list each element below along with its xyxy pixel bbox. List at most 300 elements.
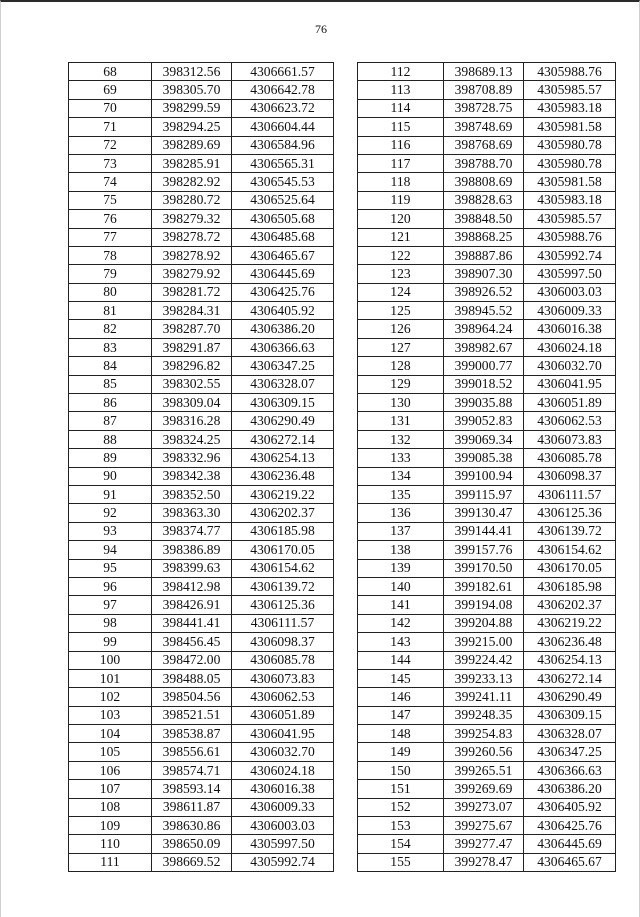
y-coordinate-cell: 4306098.37 — [524, 467, 616, 485]
point-number-cell: 141 — [358, 596, 444, 614]
y-coordinate-cell: 4306085.78 — [524, 449, 616, 467]
table-row — [69, 81, 334, 99]
point-number-cell: 123 — [358, 265, 444, 283]
y-coordinate-cell: 4306202.37 — [232, 504, 334, 522]
table-row — [69, 651, 334, 669]
y-coordinate-cell: 4306328.07 — [232, 375, 334, 393]
x-coordinate-cell: 399085.38 — [444, 449, 524, 467]
table-row — [69, 835, 334, 853]
point-number-cell: 137 — [358, 522, 444, 540]
x-coordinate-cell: 399233.13 — [444, 669, 524, 687]
y-coordinate-cell: 4306085.78 — [232, 651, 334, 669]
point-number-cell: 148 — [358, 725, 444, 743]
y-coordinate-cell: 4306062.53 — [524, 412, 616, 430]
x-coordinate-cell: 398312.56 — [152, 63, 232, 81]
point-number-cell: 94 — [69, 541, 152, 559]
table-row — [358, 669, 616, 687]
point-number-cell: 86 — [69, 394, 152, 412]
x-coordinate-cell: 398788.70 — [444, 154, 524, 172]
y-coordinate-cell: 4306041.95 — [524, 375, 616, 393]
y-coordinate-cell: 4305980.78 — [524, 154, 616, 172]
point-number-cell: 102 — [69, 688, 152, 706]
x-coordinate-cell: 398848.50 — [444, 210, 524, 228]
y-coordinate-cell: 4305992.74 — [232, 853, 334, 871]
x-coordinate-cell: 398324.25 — [152, 430, 232, 448]
table-row — [358, 320, 616, 338]
table-row — [358, 118, 616, 136]
table-row — [358, 265, 616, 283]
y-coordinate-cell: 4306545.53 — [232, 173, 334, 191]
point-number-cell: 104 — [69, 725, 152, 743]
table-row — [358, 633, 616, 651]
point-number-cell: 138 — [358, 541, 444, 559]
table-row — [69, 136, 334, 154]
table-row — [358, 99, 616, 117]
table-row — [69, 541, 334, 559]
y-coordinate-cell: 4306041.95 — [232, 725, 334, 743]
y-coordinate-cell: 4306309.15 — [524, 706, 616, 724]
point-number-cell: 126 — [358, 320, 444, 338]
table-row — [358, 173, 616, 191]
x-coordinate-cell: 398279.32 — [152, 210, 232, 228]
table-row — [69, 706, 334, 724]
x-coordinate-cell: 399018.52 — [444, 375, 524, 393]
point-number-cell: 149 — [358, 743, 444, 761]
x-coordinate-cell: 399248.35 — [444, 706, 524, 724]
table-row — [358, 743, 616, 761]
point-number-cell: 120 — [358, 210, 444, 228]
point-number-cell: 91 — [69, 485, 152, 503]
x-coordinate-cell: 399182.61 — [444, 577, 524, 595]
point-number-cell: 144 — [358, 651, 444, 669]
table-row — [358, 853, 616, 871]
point-number-cell: 83 — [69, 338, 152, 356]
point-number-cell: 69 — [69, 81, 152, 99]
y-coordinate-cell: 4306465.67 — [524, 853, 616, 871]
x-coordinate-cell: 399170.50 — [444, 559, 524, 577]
point-number-cell: 143 — [358, 633, 444, 651]
y-coordinate-cell: 4306254.13 — [524, 651, 616, 669]
point-number-cell: 96 — [69, 577, 152, 595]
table-row — [358, 394, 616, 412]
y-coordinate-cell: 4306525.64 — [232, 191, 334, 209]
x-coordinate-cell: 398282.92 — [152, 173, 232, 191]
y-coordinate-cell: 4305981.58 — [524, 118, 616, 136]
point-number-cell: 153 — [358, 817, 444, 835]
x-coordinate-cell: 398669.52 — [152, 853, 232, 871]
y-coordinate-cell: 4306185.98 — [524, 577, 616, 595]
point-number-cell: 99 — [69, 633, 152, 651]
y-coordinate-cell: 4305988.76 — [524, 63, 616, 81]
table-row — [358, 338, 616, 356]
y-coordinate-cell: 4306154.62 — [524, 541, 616, 559]
point-number-cell: 79 — [69, 265, 152, 283]
x-coordinate-cell: 398285.91 — [152, 154, 232, 172]
y-coordinate-cell: 4306366.63 — [524, 761, 616, 779]
y-coordinate-cell: 4305980.78 — [524, 136, 616, 154]
point-number-cell: 112 — [358, 63, 444, 81]
table-row — [358, 191, 616, 209]
y-coordinate-cell: 4306016.38 — [232, 780, 334, 798]
y-coordinate-cell: 4306219.22 — [232, 485, 334, 503]
x-coordinate-cell: 398556.61 — [152, 743, 232, 761]
x-coordinate-cell: 398386.89 — [152, 541, 232, 559]
x-coordinate-cell: 398504.56 — [152, 688, 232, 706]
x-coordinate-cell: 398412.98 — [152, 577, 232, 595]
y-coordinate-cell: 4306125.36 — [524, 504, 616, 522]
point-number-cell: 107 — [69, 780, 152, 798]
table-row — [69, 320, 334, 338]
y-coordinate-cell: 4305985.57 — [524, 81, 616, 99]
x-coordinate-cell: 398808.69 — [444, 173, 524, 191]
table-row — [69, 173, 334, 191]
y-coordinate-cell: 4306565.31 — [232, 154, 334, 172]
point-number-cell: 152 — [358, 798, 444, 816]
table-row — [69, 817, 334, 835]
table-row — [69, 485, 334, 503]
table-row — [69, 118, 334, 136]
table-row — [69, 761, 334, 779]
x-coordinate-cell: 399277.47 — [444, 835, 524, 853]
x-coordinate-cell: 398278.72 — [152, 228, 232, 246]
point-number-cell: 118 — [358, 173, 444, 191]
point-number-cell: 154 — [358, 835, 444, 853]
y-coordinate-cell: 4306154.62 — [232, 559, 334, 577]
x-coordinate-cell: 399275.67 — [444, 817, 524, 835]
table-row — [358, 63, 616, 81]
x-coordinate-cell: 398456.45 — [152, 633, 232, 651]
table-row — [358, 577, 616, 595]
x-coordinate-cell: 399254.83 — [444, 725, 524, 743]
x-coordinate-cell: 398287.70 — [152, 320, 232, 338]
table-row — [69, 394, 334, 412]
table-row — [69, 63, 334, 81]
x-coordinate-cell: 398352.50 — [152, 485, 232, 503]
x-coordinate-cell: 398296.82 — [152, 357, 232, 375]
table-row — [358, 467, 616, 485]
y-coordinate-cell: 4306505.68 — [232, 210, 334, 228]
table-row — [69, 246, 334, 264]
table-row — [69, 780, 334, 798]
point-number-cell: 132 — [358, 430, 444, 448]
x-coordinate-cell: 399052.83 — [444, 412, 524, 430]
x-coordinate-cell: 398611.87 — [152, 798, 232, 816]
y-coordinate-cell: 4306032.70 — [524, 357, 616, 375]
point-number-cell: 85 — [69, 375, 152, 393]
x-coordinate-cell: 398708.89 — [444, 81, 524, 99]
point-number-cell: 147 — [358, 706, 444, 724]
x-coordinate-cell: 398374.77 — [152, 522, 232, 540]
y-coordinate-cell: 4306309.15 — [232, 394, 334, 412]
table-row — [358, 651, 616, 669]
table-row — [358, 375, 616, 393]
point-number-cell: 150 — [358, 761, 444, 779]
x-coordinate-cell: 399157.76 — [444, 541, 524, 559]
table-row — [69, 504, 334, 522]
y-coordinate-cell: 4306111.57 — [232, 614, 334, 632]
x-coordinate-cell: 398280.72 — [152, 191, 232, 209]
x-coordinate-cell: 398441.41 — [152, 614, 232, 632]
point-number-cell: 155 — [358, 853, 444, 871]
point-number-cell: 109 — [69, 817, 152, 835]
point-number-cell: 106 — [69, 761, 152, 779]
y-coordinate-cell: 4306073.83 — [232, 669, 334, 687]
y-coordinate-cell: 4305983.18 — [524, 191, 616, 209]
table-row — [69, 412, 334, 430]
y-coordinate-cell: 4306405.92 — [524, 798, 616, 816]
table-row — [69, 467, 334, 485]
point-number-cell: 73 — [69, 154, 152, 172]
point-number-cell: 82 — [69, 320, 152, 338]
point-number-cell: 68 — [69, 63, 152, 81]
y-coordinate-cell: 4306125.36 — [232, 596, 334, 614]
coordinate-table-left — [68, 62, 334, 872]
point-number-cell: 89 — [69, 449, 152, 467]
point-number-cell: 76 — [69, 210, 152, 228]
table-row — [358, 798, 616, 816]
y-coordinate-cell: 4306024.18 — [232, 761, 334, 779]
table-row — [69, 614, 334, 632]
x-coordinate-cell: 399000.77 — [444, 357, 524, 375]
point-number-cell: 127 — [358, 338, 444, 356]
table-row — [69, 191, 334, 209]
y-coordinate-cell: 4306386.20 — [524, 780, 616, 798]
table-row — [358, 522, 616, 540]
y-coordinate-cell: 4306347.25 — [232, 357, 334, 375]
y-coordinate-cell: 4306425.76 — [524, 817, 616, 835]
x-coordinate-cell: 398964.24 — [444, 320, 524, 338]
point-number-cell: 105 — [69, 743, 152, 761]
x-coordinate-cell: 398305.70 — [152, 81, 232, 99]
page-number: 76 — [315, 22, 327, 36]
point-number-cell: 114 — [358, 99, 444, 117]
x-coordinate-cell: 398926.52 — [444, 283, 524, 301]
point-number-cell: 113 — [358, 81, 444, 99]
x-coordinate-cell: 399100.94 — [444, 467, 524, 485]
point-number-cell: 142 — [358, 614, 444, 632]
x-coordinate-cell: 398279.92 — [152, 265, 232, 283]
x-coordinate-cell: 399194.08 — [444, 596, 524, 614]
x-coordinate-cell: 398574.71 — [152, 761, 232, 779]
y-coordinate-cell: 4306024.18 — [524, 338, 616, 356]
table-row — [358, 210, 616, 228]
point-number-cell: 130 — [358, 394, 444, 412]
point-number-cell: 90 — [69, 467, 152, 485]
y-coordinate-cell: 4306111.57 — [524, 485, 616, 503]
point-number-cell: 115 — [358, 118, 444, 136]
point-number-cell: 129 — [358, 375, 444, 393]
table-row — [358, 357, 616, 375]
y-coordinate-cell: 4306405.92 — [232, 302, 334, 320]
table-row — [358, 596, 616, 614]
x-coordinate-cell: 398294.25 — [152, 118, 232, 136]
x-coordinate-cell: 399069.34 — [444, 430, 524, 448]
table-row — [358, 817, 616, 835]
y-coordinate-cell: 4306236.48 — [524, 633, 616, 651]
point-number-cell: 124 — [358, 283, 444, 301]
point-number-cell: 140 — [358, 577, 444, 595]
x-coordinate-cell: 398363.30 — [152, 504, 232, 522]
point-number-cell: 139 — [358, 559, 444, 577]
x-coordinate-cell: 398868.25 — [444, 228, 524, 246]
table-row — [358, 835, 616, 853]
point-number-cell: 78 — [69, 246, 152, 264]
table-row — [358, 430, 616, 448]
point-number-cell: 146 — [358, 688, 444, 706]
x-coordinate-cell: 399269.69 — [444, 780, 524, 798]
point-number-cell: 128 — [358, 357, 444, 375]
point-number-cell: 145 — [358, 669, 444, 687]
y-coordinate-cell: 4306584.96 — [232, 136, 334, 154]
table-row — [69, 210, 334, 228]
table-row — [358, 688, 616, 706]
x-coordinate-cell: 398982.67 — [444, 338, 524, 356]
table-row — [358, 485, 616, 503]
y-coordinate-cell: 4306003.03 — [524, 283, 616, 301]
table-row — [358, 449, 616, 467]
y-coordinate-cell: 4306062.53 — [232, 688, 334, 706]
point-number-cell: 111 — [69, 853, 152, 871]
table-row — [358, 283, 616, 301]
point-number-cell: 134 — [358, 467, 444, 485]
x-coordinate-cell: 398748.69 — [444, 118, 524, 136]
table-row — [69, 725, 334, 743]
y-coordinate-cell: 4306139.72 — [232, 577, 334, 595]
table-row — [69, 669, 334, 687]
y-coordinate-cell: 4306445.69 — [524, 835, 616, 853]
y-coordinate-cell: 4306347.25 — [524, 743, 616, 761]
y-coordinate-cell: 4305997.50 — [524, 265, 616, 283]
y-coordinate-cell: 4306290.49 — [524, 688, 616, 706]
table-row — [69, 375, 334, 393]
point-number-cell: 125 — [358, 302, 444, 320]
x-coordinate-cell: 399115.97 — [444, 485, 524, 503]
table-row — [69, 743, 334, 761]
table-row — [358, 302, 616, 320]
x-coordinate-cell: 399035.88 — [444, 394, 524, 412]
x-coordinate-cell: 399144.41 — [444, 522, 524, 540]
point-number-cell: 136 — [358, 504, 444, 522]
y-coordinate-cell: 4305992.74 — [524, 246, 616, 264]
y-coordinate-cell: 4306051.89 — [232, 706, 334, 724]
table-row — [69, 357, 334, 375]
table-row — [358, 761, 616, 779]
table-row — [358, 154, 616, 172]
x-coordinate-cell: 398309.04 — [152, 394, 232, 412]
point-number-cell: 93 — [69, 522, 152, 540]
y-coordinate-cell: 4306170.05 — [524, 559, 616, 577]
point-number-cell: 77 — [69, 228, 152, 246]
y-coordinate-cell: 4306219.22 — [524, 614, 616, 632]
table-row — [358, 81, 616, 99]
x-coordinate-cell: 398332.96 — [152, 449, 232, 467]
y-coordinate-cell: 4306202.37 — [524, 596, 616, 614]
table-row — [69, 338, 334, 356]
x-coordinate-cell: 399273.07 — [444, 798, 524, 816]
table-row — [69, 430, 334, 448]
y-coordinate-cell: 4306445.69 — [232, 265, 334, 283]
y-coordinate-cell: 4305988.76 — [524, 228, 616, 246]
point-number-cell: 108 — [69, 798, 152, 816]
table-row — [358, 412, 616, 430]
y-coordinate-cell: 4306485.68 — [232, 228, 334, 246]
point-number-cell: 84 — [69, 357, 152, 375]
x-coordinate-cell: 398488.05 — [152, 669, 232, 687]
x-coordinate-cell: 398828.63 — [444, 191, 524, 209]
point-number-cell: 116 — [358, 136, 444, 154]
x-coordinate-cell: 398689.13 — [444, 63, 524, 81]
y-coordinate-cell: 4306642.78 — [232, 81, 334, 99]
y-coordinate-cell: 4306051.89 — [524, 394, 616, 412]
x-coordinate-cell: 398630.86 — [152, 817, 232, 835]
x-coordinate-cell: 398887.86 — [444, 246, 524, 264]
x-coordinate-cell: 398728.75 — [444, 99, 524, 117]
y-coordinate-cell: 4305981.58 — [524, 173, 616, 191]
y-coordinate-cell: 4305985.57 — [524, 210, 616, 228]
table-row — [69, 449, 334, 467]
x-coordinate-cell: 399241.11 — [444, 688, 524, 706]
x-coordinate-cell: 398278.92 — [152, 246, 232, 264]
y-coordinate-cell: 4306009.33 — [524, 302, 616, 320]
point-number-cell: 119 — [358, 191, 444, 209]
table-row — [358, 725, 616, 743]
point-number-cell: 133 — [358, 449, 444, 467]
point-number-cell: 131 — [358, 412, 444, 430]
x-coordinate-cell: 399260.56 — [444, 743, 524, 761]
x-coordinate-cell: 398399.63 — [152, 559, 232, 577]
x-coordinate-cell: 398302.55 — [152, 375, 232, 393]
y-coordinate-cell: 4306185.98 — [232, 522, 334, 540]
x-coordinate-cell: 398907.30 — [444, 265, 524, 283]
table-row — [358, 541, 616, 559]
table-row — [69, 577, 334, 595]
x-coordinate-cell: 399215.00 — [444, 633, 524, 651]
x-coordinate-cell: 398472.00 — [152, 651, 232, 669]
y-coordinate-cell: 4306254.13 — [232, 449, 334, 467]
y-coordinate-cell: 4306009.33 — [232, 798, 334, 816]
y-coordinate-cell: 4306366.63 — [232, 338, 334, 356]
point-number-cell: 101 — [69, 669, 152, 687]
y-coordinate-cell: 4306073.83 — [524, 430, 616, 448]
table-row — [358, 780, 616, 798]
table-row — [69, 228, 334, 246]
table-row — [69, 798, 334, 816]
y-coordinate-cell: 4306661.57 — [232, 63, 334, 81]
point-number-cell: 80 — [69, 283, 152, 301]
table-row — [69, 596, 334, 614]
y-coordinate-cell: 4306236.48 — [232, 467, 334, 485]
y-coordinate-cell: 4306272.14 — [524, 669, 616, 687]
point-number-cell: 103 — [69, 706, 152, 724]
coordinate-table-right — [357, 62, 616, 872]
point-number-cell: 92 — [69, 504, 152, 522]
x-coordinate-cell: 398291.87 — [152, 338, 232, 356]
table-row — [358, 136, 616, 154]
x-coordinate-cell: 398426.91 — [152, 596, 232, 614]
point-number-cell: 71 — [69, 118, 152, 136]
point-number-cell: 122 — [358, 246, 444, 264]
x-coordinate-cell: 398650.09 — [152, 835, 232, 853]
x-coordinate-cell: 398538.87 — [152, 725, 232, 743]
x-coordinate-cell: 398521.51 — [152, 706, 232, 724]
point-number-cell: 135 — [358, 485, 444, 503]
table-row — [358, 228, 616, 246]
x-coordinate-cell: 398281.72 — [152, 283, 232, 301]
table-row — [69, 99, 334, 117]
table-row — [358, 614, 616, 632]
table-row — [69, 633, 334, 651]
y-coordinate-cell: 4306425.76 — [232, 283, 334, 301]
